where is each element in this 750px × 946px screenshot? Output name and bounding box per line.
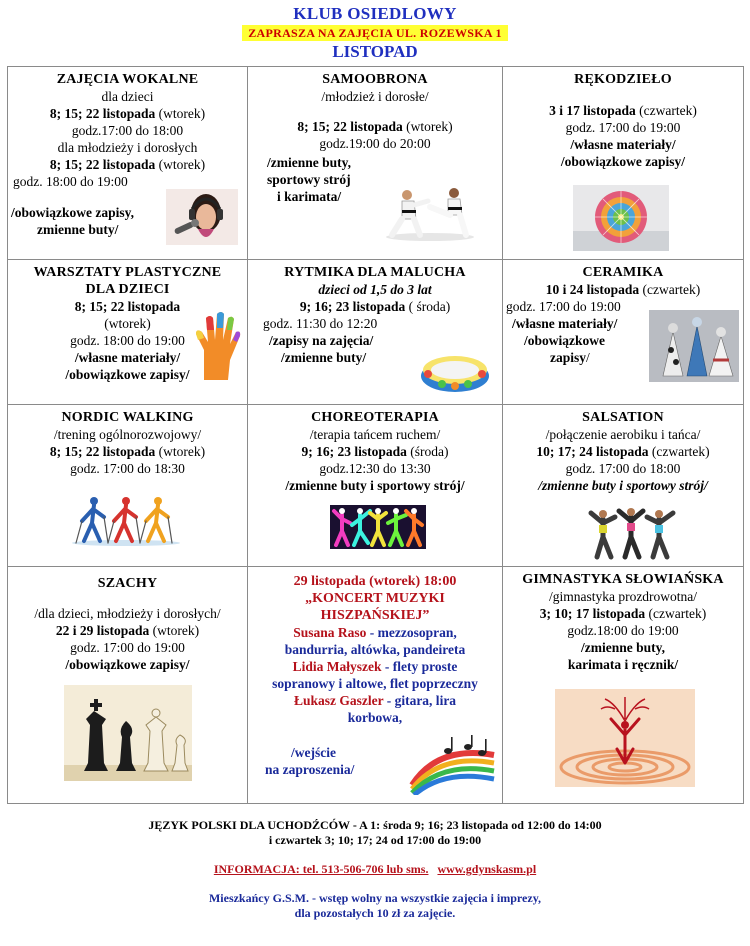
- vocal-hours-adults: godz. 18:00 do 19:00: [13, 174, 128, 189]
- chess-note: /obowiązkowe zapisy/: [65, 657, 190, 672]
- schedule-grid: [7, 66, 744, 804]
- art-note-1: /własne materiały/: [74, 350, 181, 365]
- dance-therapy-dates: 9; 16; 23 listopada: [301, 444, 407, 459]
- art-title-line1: WARSZTATY PLASTYCZNE: [33, 265, 222, 280]
- rhythmics-title: RYTMIKA DLA MALUCHA: [284, 265, 466, 280]
- vocal-audience-adults: dla młodzieży i dorosłych: [57, 140, 198, 155]
- salsation-hours: godz. 17:00 do 18:00: [565, 461, 681, 476]
- art-title-line2: DLA DZIECI: [85, 282, 170, 297]
- handicraft-day: (czwartek): [635, 103, 697, 118]
- performer-1-role: - mezzosopran,: [366, 625, 457, 640]
- handicraft-title: RĘKODZIEŁO: [574, 72, 672, 87]
- painted-hand-image: [190, 310, 242, 382]
- poster-header: [0, 0, 750, 66]
- martial-arts-image: [380, 177, 480, 243]
- vocal-title: ZAJĘCIA WOKALNE: [56, 72, 199, 87]
- cell-ceramics: [503, 260, 744, 405]
- others-fee-note: dla pozostałych 10 zł za zajęcie.: [294, 906, 456, 920]
- nordic-dates: 8; 15; 22 listopada: [49, 444, 156, 459]
- self-defense-note-2: sportowy strój: [267, 172, 351, 187]
- salsation-dates: 10; 17; 24 listopada: [536, 444, 649, 459]
- rhythmics-day: ( środa): [405, 299, 451, 314]
- cell-salsation: [503, 405, 744, 567]
- self-defense-note-3: i karimata/: [277, 189, 342, 204]
- gymnastics-hours: godz.18:00 do 19:00: [567, 623, 679, 638]
- concert-entry-note-1: /wejście: [291, 745, 336, 760]
- concert-title-line1: „KONCERT MUZYKI: [305, 591, 445, 606]
- gymnastics-note-2: karimata i ręcznik/: [567, 657, 679, 672]
- club-title: KLUB OSIEDLOWY: [293, 4, 457, 23]
- vocal-note-1: /obowiązkowe zapisy,: [11, 205, 135, 220]
- handicraft-dates: 3 i 17 listopada: [549, 103, 636, 118]
- ceramics-title: CERAMIKA: [582, 265, 664, 280]
- vocal-audience-kids: dla dzieci: [101, 89, 154, 104]
- performer-1-instruments: bandurria, altówka, pandeireta: [284, 642, 466, 657]
- handicraft-note-2: /obowiązkowe zapisy/: [560, 154, 686, 169]
- cell-toddler-rhythmics: [248, 260, 503, 405]
- nordic-walkers-image: [70, 493, 182, 547]
- self-defense-day: (wtorek): [402, 119, 453, 134]
- handicraft-hours: godz. 17:00 do 19:00: [565, 120, 681, 135]
- cell-nordic-walking: [8, 405, 248, 567]
- chess-pieces-image: [64, 685, 192, 781]
- ceramics-hours: godz. 17:00 do 19:00: [506, 299, 621, 314]
- salsation-dancers-image: [583, 503, 679, 561]
- dance-therapy-audience: /terapia tańcem ruchem/: [309, 427, 441, 442]
- gymnastics-audience: /gimnastyka prozdrowotna/: [548, 589, 698, 604]
- performer-3-instruments: korbowa,: [347, 710, 403, 725]
- gymnastics-title: GIMNASTYKA SŁOWIAŃSKA: [522, 572, 724, 587]
- self-defense-note-1: /zmienne buty,: [267, 155, 352, 170]
- concert-entry-note-2: na zaproszenia/: [265, 762, 355, 777]
- salsation-day: (czwartek): [648, 444, 710, 459]
- ceramic-figures-image: [649, 310, 739, 382]
- ceramics-note-3-slash: /: [586, 350, 590, 365]
- vocal-dates-adults: 8; 15; 22 listopada: [49, 157, 156, 172]
- concert-date-time: 29 listopada (wtorek) 18:00: [293, 574, 457, 589]
- gymnastics-note-1: /zmienne buty,: [580, 640, 665, 655]
- art-note-2: /obowiązkowe zapisy/: [65, 367, 190, 382]
- chess-audience: /dla dzieci, młodzieży i dorosłych/: [34, 606, 221, 621]
- salsation-audience: /połączenie aerobiku i tańca/: [545, 427, 701, 442]
- singer-headphones-image: [166, 189, 238, 245]
- ceramics-note-2: /obowiązkowe: [524, 333, 605, 348]
- cell-spanish-concert: [248, 567, 503, 804]
- salsation-note: /zmienne buty i sportowy strój/: [538, 478, 708, 493]
- art-day: (wtorek): [104, 316, 151, 331]
- cell-slavic-gymnastics: [503, 567, 744, 804]
- handicraft-note-1: /własne materiały/: [570, 137, 676, 152]
- rhythmics-dates: 9; 16; 23 listopada: [299, 299, 406, 314]
- vocal-day-kids: (wtorek): [155, 106, 206, 121]
- chess-day: (wtorek): [149, 623, 200, 638]
- rhythmics-note-2: /zmienne buty/: [281, 350, 367, 365]
- rhythmics-audience: dzieci od 1,5 do 3 lat: [318, 282, 432, 297]
- tambourine-toy-image: [418, 340, 492, 396]
- poster-footer: [0, 818, 750, 921]
- dance-therapy-note: /zmienne buty i sportowy strój/: [285, 478, 465, 493]
- handicraft-ornament-image: [573, 185, 669, 251]
- vocal-day-adults: (wtorek): [155, 157, 206, 172]
- month-title: LISTOPAD: [332, 42, 418, 61]
- self-defense-title: SAMOOBRONA: [322, 72, 428, 87]
- performer-3-role: - gitara, lira: [383, 693, 457, 708]
- art-dates: 8; 15; 22 listopada: [74, 299, 181, 314]
- meditation-ripple-image: [555, 689, 695, 787]
- self-defense-audience: /młodzież i dorosłe/: [321, 89, 429, 104]
- performer-2-instruments: sopranowy i altowe, flet poprzeczny: [272, 676, 478, 691]
- polish-course-line2: i czwartek 3; 10; 17; 24 od 17:00 do 19:00: [268, 833, 482, 847]
- ceramics-dates: 10 i 24 listopada: [545, 282, 640, 297]
- dance-therapy-title: CHOREOTERAPIA: [311, 410, 439, 425]
- cell-handicraft: [503, 67, 744, 260]
- vocal-dates-kids: 8; 15; 22 listopada: [49, 106, 156, 121]
- cell-chess: [8, 567, 248, 804]
- performer-2-name: Lidia Małyszek: [292, 659, 382, 674]
- cell-dance-therapy: [248, 405, 503, 567]
- info-line: [0, 862, 750, 877]
- invitation-subtitle: ZAPRASZA NA ZAJĘCIA UL. ROZEWSKA 1: [242, 25, 508, 41]
- self-defense-hours: godz.19:00 do 20:00: [319, 136, 431, 151]
- ceramics-day: (czwartek): [639, 282, 701, 297]
- self-defense-dates: 8; 15; 22 listopada: [297, 119, 403, 134]
- art-hours: godz. 18:00 do 19:00: [70, 333, 185, 348]
- info-phone: INFORMACJA: tel. 513-506-706 lub sms.: [213, 862, 429, 876]
- polish-course-line1: JĘZYK POLSKI DLA UCHODŹCÓW - A 1: środa 9; 16; 23 listopada od 12:00 do 14:00: [148, 818, 602, 832]
- chess-title: SZACHY: [97, 576, 158, 591]
- website-link[interactable]: www.gdynskasm.pl: [437, 862, 537, 876]
- performer-2-role: - flety proste: [381, 659, 458, 674]
- rhythmics-note-1: /zapisy na zajęcia/: [269, 333, 374, 348]
- nordic-title: NORDIC WALKING: [61, 410, 194, 425]
- gymnastics-dates: 3; 10; 17 listopada: [539, 606, 646, 621]
- nordic-audience: /trening ogólnorozwojowy/: [53, 427, 202, 442]
- gymnastics-day: (czwartek): [645, 606, 707, 621]
- salsation-title: SALSATION: [582, 410, 664, 425]
- vocal-note-2: zmienne buty/: [37, 222, 119, 237]
- chess-dates: 22 i 29 listopada: [55, 623, 150, 638]
- gsm-residents-note: Mieszkańcy G.S.M. - wstęp wolny na wszystkie zajęcia i imprezy,: [208, 891, 542, 905]
- nordic-hours: godz. 17:00 do 18:30: [70, 461, 185, 476]
- vocal-hours-kids: godz.17:00 do 18:00: [71, 123, 184, 138]
- rhythmics-hours: godz. 11:30 do 12:20: [263, 316, 378, 331]
- music-notes-image: [408, 735, 498, 795]
- cell-art-workshops: [8, 260, 248, 405]
- dancers-silhouettes-image: [330, 505, 426, 549]
- concert-title-line2: HISZPAŃSKIEJ”: [320, 608, 430, 623]
- nordic-day: (wtorek): [155, 444, 206, 459]
- performer-3-name: Łukasz Gaszler: [293, 693, 384, 708]
- ceramics-note-3: zapisy: [550, 350, 587, 365]
- chess-hours: godz. 17:00 do 19:00: [70, 640, 185, 655]
- ceramics-note-1: /własne materiały/: [512, 316, 618, 331]
- cell-self-defense: [248, 67, 503, 260]
- dance-therapy-hours: godz.12:30 do 13:30: [319, 461, 431, 476]
- dance-therapy-day: (środa): [406, 444, 449, 459]
- cell-vocal-classes: [8, 67, 248, 260]
- performer-1-name: Susana Raso: [293, 625, 367, 640]
